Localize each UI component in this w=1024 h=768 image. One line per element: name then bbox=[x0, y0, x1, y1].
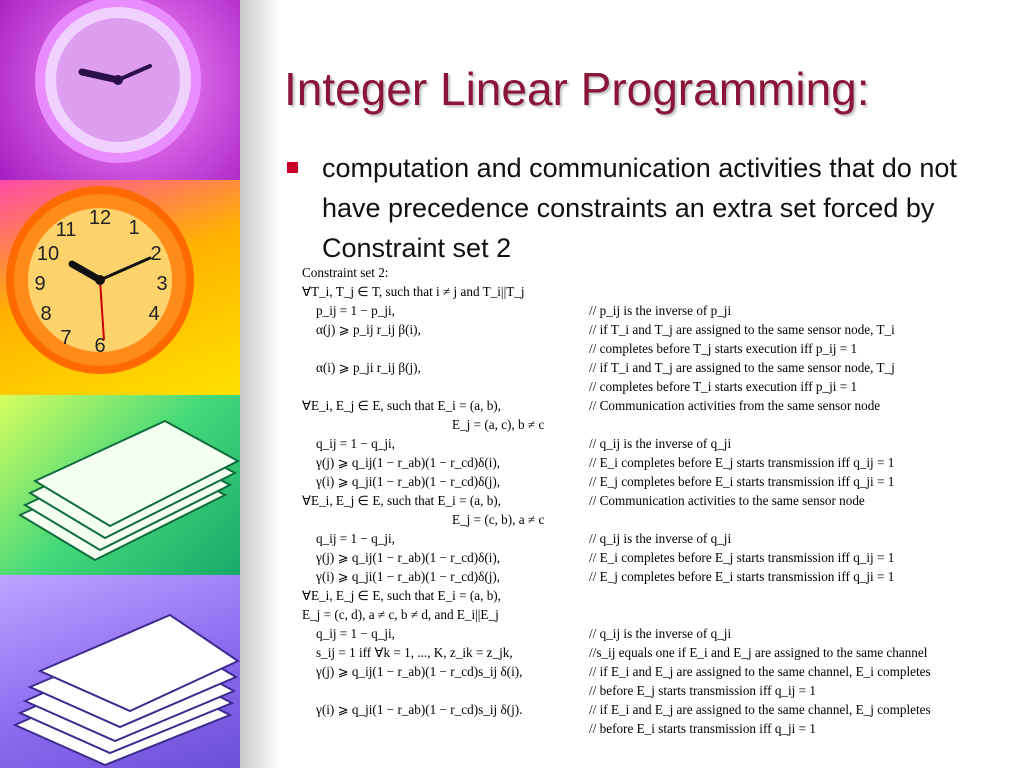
constraint-comment: // q_ij is the inverse of q_ji bbox=[589, 626, 732, 641]
constraint-expression: E_j = (a, c), b ≠ c bbox=[452, 417, 545, 432]
constraint-line bbox=[302, 379, 1002, 398]
svg-text:12: 12 bbox=[88, 207, 112, 229]
constraint-comment: // completes before T_j starts execution iff p_ij = 1 bbox=[589, 341, 858, 356]
constraint-expression: q_ij = 1 − q_ji, bbox=[316, 436, 395, 451]
constraint-expression: α(j) ⩾ p_ij r_ij β(i), bbox=[316, 322, 421, 337]
constraint-expression: ∀E_i, E_j ∈ E, such that E_i = (a, b), bbox=[302, 398, 501, 413]
constraint-line bbox=[302, 569, 1002, 588]
constraint-comment: // before E_i starts transmission iff q_ji = 1 bbox=[589, 721, 816, 736]
constraint-line bbox=[302, 588, 1002, 607]
svg-text:2: 2 bbox=[150, 243, 162, 265]
constraint-comment: // q_ij is the inverse of q_ji bbox=[589, 531, 732, 546]
constraint-header-text: Constraint set 2: bbox=[302, 265, 389, 280]
constraint-line bbox=[302, 531, 1002, 550]
svg-text:6: 6 bbox=[94, 335, 106, 357]
slide-title: Integer Linear Programming: bbox=[284, 63, 870, 115]
constraint-expression: ∀E_i, E_j ∈ E, such that E_i = (a, b), bbox=[302, 493, 501, 508]
constraint-line bbox=[302, 683, 1002, 702]
constraint-expression: γ(j) ⩾ q_ij(1 − r_ab)(1 − r_cd)s_ij δ(i), bbox=[316, 664, 523, 679]
orange-clock-icon bbox=[0, 180, 240, 395]
constraint-expression: s_ij = 1 iff ∀k = 1, ..., K, z_ik = z_jk, bbox=[316, 645, 513, 660]
constraint-comment: // Communication activities from the same sensor node bbox=[589, 398, 881, 413]
constraint-line bbox=[302, 474, 1002, 493]
constraint-line bbox=[302, 645, 1002, 664]
purple-clock-icon bbox=[0, 0, 240, 180]
constraint-line bbox=[302, 341, 1002, 360]
constraint-line bbox=[302, 455, 1002, 474]
constraint-comment: // E_i completes before E_j starts transmission iff q_ij = 1 bbox=[589, 455, 895, 470]
constraint-comment: // p_ij is the inverse of p_ji bbox=[589, 303, 732, 318]
constraint-expression: E_j = (c, d), a ≠ c, b ≠ d, and E_i||E_j bbox=[302, 607, 499, 622]
constraint-line bbox=[302, 284, 1002, 303]
bullet-square-icon bbox=[287, 162, 298, 173]
constraint-comment: // completes before T_i starts execution iff p_ji = 1 bbox=[589, 379, 858, 394]
constraint-line bbox=[302, 626, 1002, 645]
constraint-expression: γ(i) ⩾ q_ji(1 − r_ab)(1 − r_cd)s_ij δ(j). bbox=[316, 702, 523, 717]
svg-text:4: 4 bbox=[148, 303, 160, 325]
constraint-expression: γ(j) ⩾ q_ij(1 − r_ab)(1 − r_cd)δ(i), bbox=[316, 455, 501, 470]
constraint-expression: ∀T_i, T_j ∈ T, such that i ≠ j and T_i||T_j bbox=[302, 284, 525, 299]
constraint-expression: ∀E_i, E_j ∈ E, such that E_i = (a, b), bbox=[302, 588, 501, 603]
constraint-line bbox=[302, 512, 1002, 531]
constraint-line bbox=[302, 303, 1002, 322]
constraint-expression: α(i) ⩾ p_ji r_ij β(j), bbox=[316, 360, 421, 375]
constraint-expression: γ(i) ⩾ q_ji(1 − r_ab)(1 − r_cd)δ(j), bbox=[316, 474, 501, 489]
constraint-comment: // E_i completes before E_j starts transmission iff q_ij = 1 bbox=[589, 550, 895, 565]
svg-text:7: 7 bbox=[60, 327, 72, 349]
constraint-comment: // if E_i and E_j are assigned to the same channel, E_j completes bbox=[589, 702, 931, 717]
constraint-expression: γ(j) ⩾ q_ij(1 − r_ab)(1 − r_cd)δ(i), bbox=[316, 550, 501, 565]
constraint-expression: q_ij = 1 − q_ji, bbox=[316, 626, 395, 641]
constraint-comment: // if E_i and E_j are assigned to the same channel, E_i completes bbox=[589, 664, 931, 679]
constraint-comment: // E_j completes before E_i starts transmission iff q_ji = 1 bbox=[589, 569, 895, 584]
purple-paper-stack-image bbox=[0, 575, 240, 768]
constraint-header bbox=[302, 265, 1002, 284]
svg-text:1: 1 bbox=[128, 217, 140, 239]
constraint-comment: // if T_i and T_j are assigned to the same sensor node, T_j bbox=[589, 360, 895, 375]
constraint-line bbox=[302, 322, 1002, 341]
paper-stack-icon bbox=[0, 395, 240, 575]
svg-text:3: 3 bbox=[156, 273, 168, 295]
constraint-comment: // if T_i and T_j are assigned to the same sensor node, T_i bbox=[589, 322, 895, 337]
svg-text:8: 8 bbox=[40, 303, 52, 325]
constraint-comment: // Communication activities to the same sensor node bbox=[589, 493, 865, 508]
constraint-comment: // before E_j starts transmission iff q_ij = 1 bbox=[589, 683, 816, 698]
strip-shadow bbox=[240, 0, 280, 768]
orange-clock-image bbox=[0, 180, 240, 395]
svg-text:9: 9 bbox=[34, 273, 46, 295]
constraint-comment: // q_ij is the inverse of q_ji bbox=[589, 436, 732, 451]
green-paper-stack-image bbox=[0, 395, 240, 575]
paper-stack-icon bbox=[0, 575, 240, 768]
constraint-line bbox=[302, 664, 1002, 683]
constraint-line bbox=[302, 721, 1002, 740]
constraint-expression: E_j = (c, b), a ≠ c bbox=[452, 512, 545, 527]
constraint-line bbox=[302, 417, 1002, 436]
constraint-comment: // E_j completes before E_i starts transmission iff q_ji = 1 bbox=[589, 474, 895, 489]
constraint-line bbox=[302, 702, 1002, 721]
constraint-line bbox=[302, 550, 1002, 569]
constraint-line bbox=[302, 436, 1002, 455]
constraint-comment: //s_ij equals one if E_i and E_j are assigned to the same channel bbox=[589, 645, 928, 660]
constraint-line bbox=[302, 398, 1002, 417]
bullet-text: computation and communication activities that do not have precedence constraints an extra set forced by Constraint set 2 bbox=[322, 153, 957, 263]
decorative-image-strip bbox=[0, 0, 240, 768]
constraint-line bbox=[302, 360, 1002, 379]
constraint-line bbox=[302, 493, 1002, 512]
constraint-expression: q_ij = 1 − q_ji, bbox=[316, 531, 395, 546]
svg-text:10: 10 bbox=[36, 243, 60, 265]
constraint-expression: γ(i) ⩾ q_ji(1 − r_ab)(1 − r_cd)δ(j), bbox=[316, 569, 501, 584]
purple-clock-image bbox=[0, 0, 240, 180]
svg-text:11: 11 bbox=[55, 219, 77, 241]
constraint-line bbox=[302, 607, 1002, 626]
constraint-expression: p_ij = 1 − p_ji, bbox=[316, 303, 395, 318]
